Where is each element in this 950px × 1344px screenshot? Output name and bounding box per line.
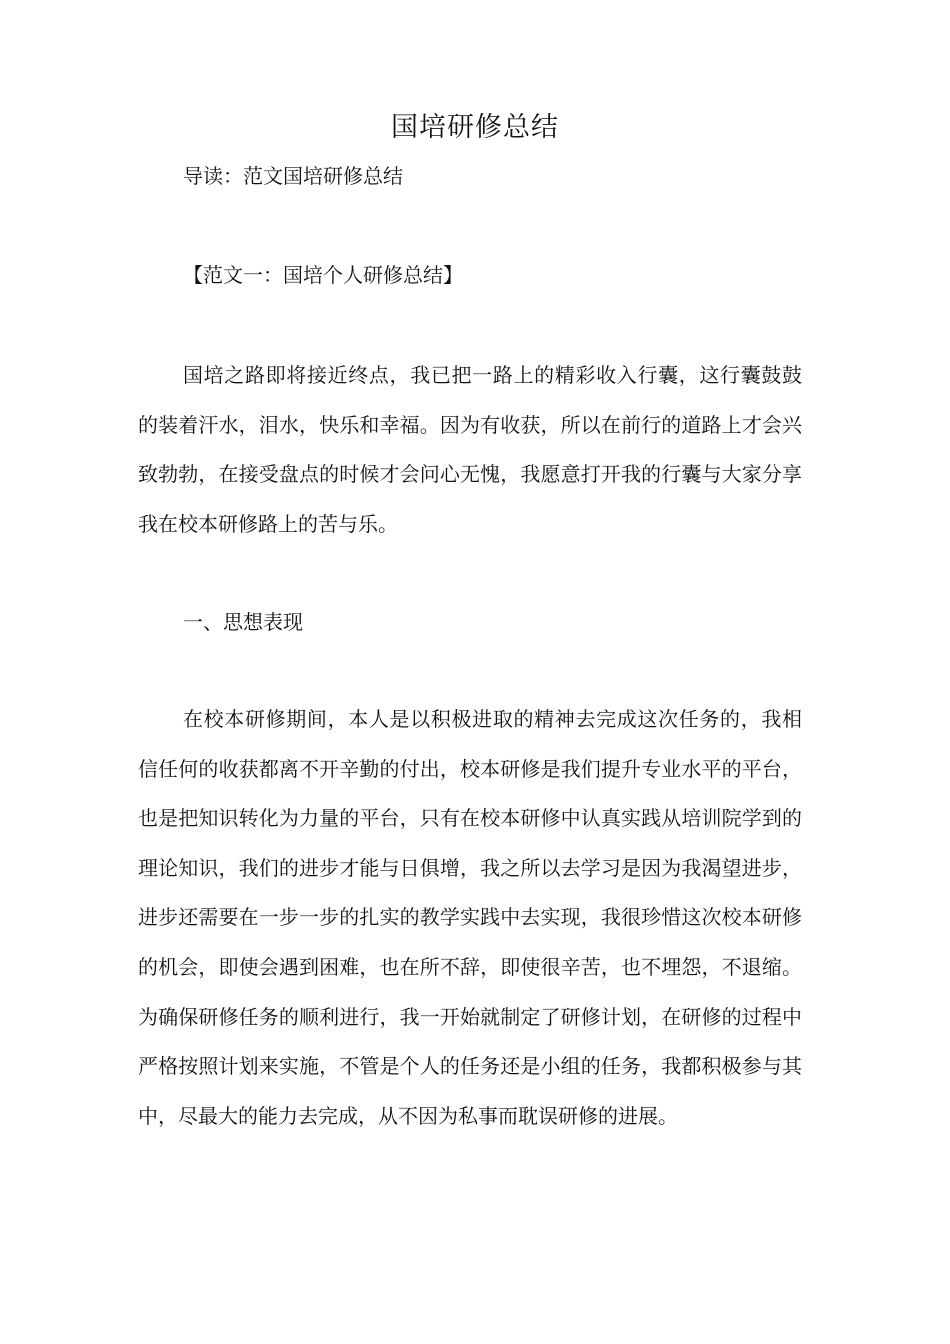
section-heading: 一、思想表现: [183, 610, 303, 634]
intro-paragraph: 国培之路即将接近终点，我已把一路上的精彩收入行囊，这行囊鼓鼓的装着汗水，泪水，快乐和幸福。因为有收获，所以在前行的道路上才会兴致勃勃，在接受盘点的时候才会问心无愧，我愿意打开我的行囊与大家分享我在校本研修路上的苦与乐。: [138, 363, 802, 536]
document-title: 国培研修总结: [391, 112, 559, 143]
sample-heading: 【范文一：国培个人研修总结】: [183, 263, 463, 287]
lead-line: 导读：范文国培研修总结: [183, 164, 403, 188]
body-paragraph: 在校本研修期间，本人是以积极进取的精神去完成这次任务的，我相信任何的收获都离不开辛勤的付出，校本研修是我们提升专业水平的平台，也是把知识转化为力量的平台，只有在校本研修中认真实践从培训院学到的理论知识，我们的进步才能与日俱增，我之所以去学习是因为我渴望进步，进步还需要在一步一步的扎实的教学实践中去实现，我很珍惜这次校本研修的机会，即使会遇到困难，也在所不辞，即使很辛苦，也不埋怨，不退缩。为确保研修任务的顺利进行，我一开始就制定了研修计划，在研修的过程中严格按照计划来实施，不管是个人的任务还是小组的任务，我都积极参与其中，尽最大的能力去完成，从不因为私事而耽误研修的进展。: [138, 707, 802, 1128]
